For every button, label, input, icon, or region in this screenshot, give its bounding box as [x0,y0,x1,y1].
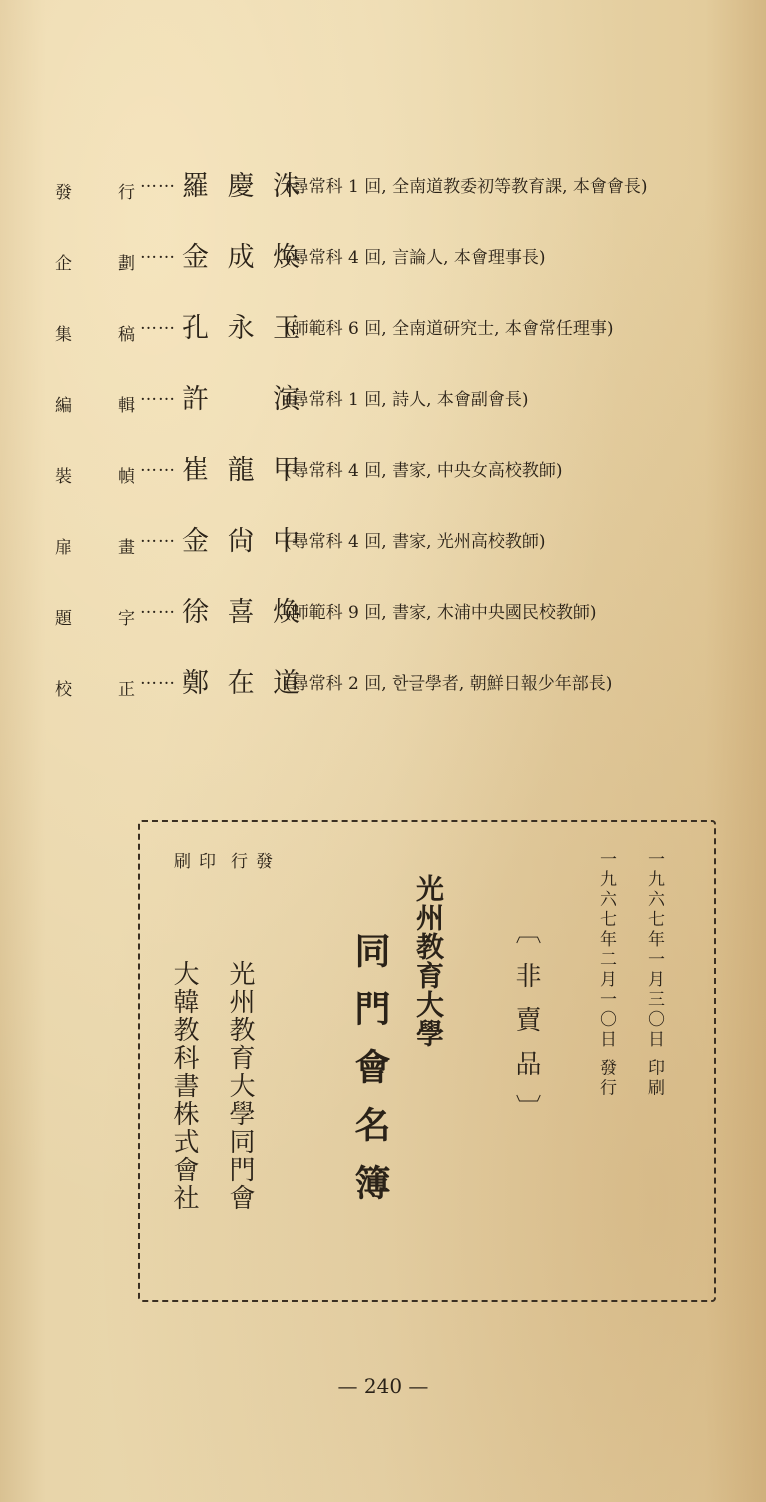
credit-row [0,373,766,423]
person-detail: (尋常科 4 回, 書家, 光州高校教師) [285,532,546,552]
leader-dots: …… [140,669,176,689]
person-name: 鄭 在 道 [182,668,306,699]
leader-dots: …… [140,527,176,547]
credit-row [0,515,766,565]
role-first-char: 企 [55,254,72,274]
person-name: 徐 喜 煥 [182,597,306,628]
role-first-char: 題 [55,609,72,629]
person-name: 金 尙 中 [182,526,306,557]
role-second-char: 劃 [118,254,135,274]
role-second-char: 行 [118,183,135,203]
publisher-name: 光州教育大學同門會 [225,960,255,1212]
credit-row [0,160,766,210]
credit-row [0,302,766,352]
book-title: 同門會名簿 [349,932,391,1222]
printing-label-char-1: 印 [195,852,215,869]
colophon-box [138,820,716,1302]
printer-name: 大韓教科書株式會社 [169,960,199,1212]
person-detail: (尋常科 1 回, 詩人, 本會副會長) [285,390,529,410]
role-second-char: 正 [118,680,135,700]
role-first-char: 裝 [55,467,72,487]
role-first-char: 集 [55,325,72,345]
person-detail: (尋常科 1 回, 全南道教委初等教育課, 本會會長) [285,177,648,197]
leader-dots: …… [140,172,176,192]
role-second-char: 畫 [118,538,135,558]
role-second-char: 幀 [118,467,135,487]
credit-row [0,444,766,494]
role-first-char: 扉 [55,538,72,558]
print-date: 一九六七年一月三〇日 印刷 [644,850,664,1099]
printing-label [168,852,218,892]
credit-row [0,657,766,707]
leader-dots: …… [140,385,176,405]
publish-date: 一九六七年二月一〇日 發行 [596,850,616,1099]
leader-dots: …… [140,598,176,618]
role-first-char: 校 [55,680,72,700]
role-second-char: 稿 [118,325,135,345]
person-detail: (尋常科 4 回, 書家, 中央女高校教師) [285,461,563,481]
person-name: 許 演 [182,384,306,415]
person-detail: (師範科 6 回, 全南道研究士, 本會常任理事) [285,319,614,339]
page-number: — 240 — [337,1374,429,1398]
role-second-char: 輯 [118,396,135,416]
role-first-char: 編 [55,396,72,416]
person-name: 孔 永 玉 [182,313,306,344]
publishing-label [225,852,275,892]
person-name: 羅 慶 洙 [182,171,306,202]
role-first-char: 發 [55,183,72,203]
person-name: 金 成 煥 [182,242,306,273]
credit-row [0,231,766,281]
credit-row [0,586,766,636]
person-detail: (師範科 9 回, 書家, 木浦中央國民校教師) [285,603,597,623]
leader-dots: …… [140,314,176,334]
person-name: 崔 龍 甲 [182,455,306,486]
person-detail: (尋常科 2 回, 한글學者, 朝鮮日報少年部長) [285,674,613,694]
leader-dots: …… [140,243,176,263]
publishing-label-char-1: 發 [252,852,272,869]
role-second-char: 字 [118,609,135,629]
publishing-label-char-2: 行 [227,852,247,869]
not-for-sale-label: 〔非賣品〕 [511,918,541,1138]
university-name: 光州教育大學 [412,874,445,1048]
leader-dots: …… [140,456,176,476]
printing-label-char-2: 刷 [170,852,190,869]
person-detail: (尋常科 4 回, 言論人, 本會理事長) [285,248,546,268]
